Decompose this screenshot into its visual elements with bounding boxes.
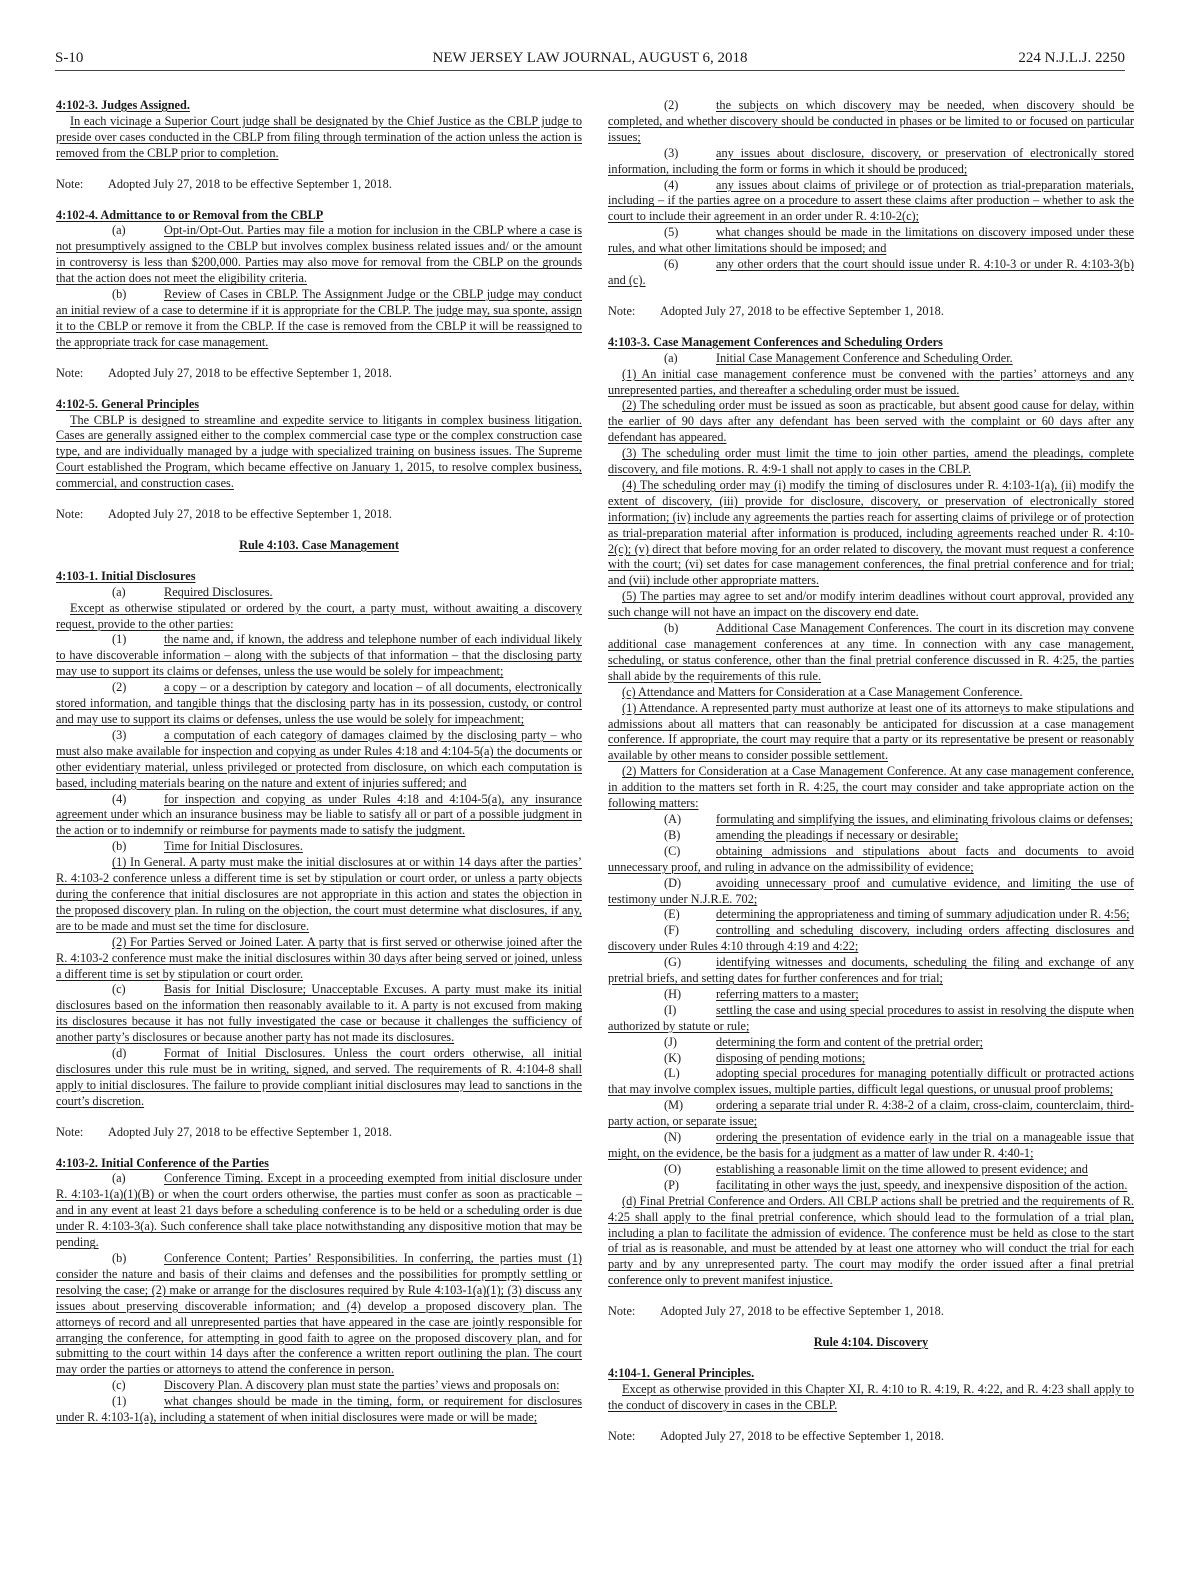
note (56, 1125, 582, 1141)
paragraph: (2) The scheduling order must be issued as soon as practicable, but absent good cause for delay, within the earlier of 90 days after any defendant has been served with the complaint or 60 days after any defendant has appeared. (608, 398, 1134, 445)
item-marker: (A) (664, 811, 682, 826)
right-column (608, 98, 1134, 1445)
item-marker: (O) (664, 1161, 682, 1176)
paragraph: (1) In General. A party must make the initial disclosures at or within 14 days after the parties’ R. 4:103-2 conference unless a different time is set by stipulation or court order, or unless a party objects during the conference that initial disclosures are not appropriate in this action and states the objection in the proposed discovery plan. In ruling on the objection, the court must determine what disclosures, if any, are to be made and must set the time for disclosure. (56, 855, 582, 933)
item-marker: (3) (112, 727, 127, 742)
paragraph: (1) Attendance. A represented party must authorize at least one of its attorneys to make stipulations and admissions about all matters that can reasonably be anticipated for discussion at a case management conference. If appropriate, the court may require that a party or its representative be present or reasonably available by other means to consider possible settlement. (608, 700, 1134, 763)
item-text: identifying witnesses and documents, scheduling the filing and exchange of any pretrial briefs, and setting dates for further conferences and for trial; (608, 955, 1134, 986)
paragraph (56, 1394, 582, 1426)
item-text: any other orders that the court should issue under R. 4:10-3 or under R. 4:103-3(b) and (c). (608, 257, 1134, 287)
item-marker: (4) (664, 177, 679, 192)
paragraph (56, 728, 582, 792)
item-text: what changes should be made in the timing, form, or requirement for disclosures under R. 4:103-1(a), including a statement of when initial disclosures were made or will be made; (56, 1394, 582, 1425)
item-marker: (b) (664, 621, 679, 636)
paragraph: (5) The parties may agree to set and/or modify interim deadlines without court approval, provided any such change will not have an impact on the discovery end date. (608, 589, 1134, 620)
paragraph (608, 351, 1134, 367)
paragraph: (2) For Parties Served or Joined Later. A party that is first served or otherwise joined after the R. 4:103-2 conference must make the initial disclosures within 30 days after being served or joined, unless a different time is set by stipulation or court order. (56, 934, 582, 981)
item-marker: (a) (112, 1171, 126, 1186)
note (608, 1429, 1134, 1445)
note (608, 1304, 1134, 1320)
item-marker: (I) (664, 1002, 677, 1017)
item-marker: (5) (664, 225, 679, 240)
matter-item (608, 1035, 1134, 1051)
item-marker: (2) (112, 680, 127, 695)
item-marker: (P) (664, 1177, 680, 1192)
item-text: controlling and scheduling discovery, including orders affecting disclosures and discovery under Rules 4:10 through 4:19 and 4:22; (608, 923, 1134, 954)
item-marker: (M) (664, 1098, 684, 1113)
item-marker: (D) (664, 875, 682, 890)
item-marker: (F) (664, 923, 680, 938)
matter-item (608, 987, 1134, 1003)
item-text: Conference Content; Parties’ Responsibilities. In conferring, the parties must (1) consider the nature and basis of their claims and defenses and the possibilities for promptly settling or resolving the case; (2) make or arrange for the disclosures required by Rule 4:103-1(a)(1); (3) discuss any issues about preserving discoverable information; and (4) develop a proposed discovery plan. The attorneys of record and all unrepresented parties that have appeared in the case are jointly responsible for arranging the conference, for attempting in good faith to agree on the proposed discovery plan, and for submitting to the court within 14 days after the conference a written report outlining the plan. The court may order the parties or attorneys to attend the conference in person. (56, 1251, 582, 1377)
note (56, 507, 582, 523)
item-text: determining the form and content of the pretrial order; (716, 1034, 984, 1049)
section-heading: 4:103-1. Initial Disclosures (56, 568, 196, 583)
paragraph: Except as otherwise provided in this Chapter XI, R. 4:10 to R. 4:19, R. 4:22, and R. 4:23 shall apply to the conduct of discovery in cases in the CBLP. (608, 1381, 1134, 1412)
item-marker: (b) (112, 287, 127, 302)
item-text: any issues about claims of privilege or of protection as trial-preparation materials, including – if the parties agree on a procedure to assert these claims after production – whether to ask the court to include their agreement in an order under R. 4:10-2(c); (608, 177, 1134, 224)
section-heading: 4:102-3. Judges Assigned. (56, 98, 190, 112)
item-text: what changes should be made in the limitations on discovery imposed under these rules, and what other limitations should be imposed; and (608, 225, 1134, 256)
matter-item (608, 1003, 1134, 1035)
item-marker: (6) (664, 257, 679, 272)
paragraph (56, 287, 582, 351)
item-marker: (G) (664, 955, 682, 970)
item-text: adopting special procedures for managing potentially difficult or protracted actions that may involve complex issues, multiple parties, difficult legal questions, or unusual proof problems; (608, 1066, 1134, 1097)
item-marker: (1) (112, 1394, 127, 1409)
paragraph (56, 792, 582, 840)
note (56, 366, 582, 382)
note-label: Note: (608, 1428, 636, 1443)
item-text: Review of Cases in CBLP. The Assignment Judge or the CBLP judge may conduct an initial review of a case to determine if it is appropriate for the CBLP. The judge may, sua sponte, assign it to the CBLP or remove it from the CBLP. If the case is removed from the CBLP it will be reassigned to the appropriate track for case management. (56, 287, 582, 349)
item-text: Format of Initial Disclosures. Unless the court orders otherwise, all initial disclosures under this rule must be in writing, signed, and served. The requirements of R. 4:104-8 shall apply to initial disclosures. The failure to provide compliant initial disclosures may lead to sanctions in the court’s discretion. (56, 1046, 582, 1108)
matter-item (608, 1066, 1134, 1098)
item-marker: (K) (664, 1050, 682, 1065)
rule-heading: Rule 4:104. Discovery (813, 1335, 929, 1350)
note-text: Adopted July 27, 2018 to be effective September 1, 2018. (660, 1428, 944, 1443)
item-marker: (3) (664, 145, 679, 160)
note (56, 177, 582, 193)
item-marker: (E) (664, 907, 680, 922)
paragraph (608, 225, 1134, 257)
note-text: Adopted July 27, 2018 to be effective September 1, 2018. (108, 176, 392, 191)
item-text: Opt-in/Opt-Out. Parties may file a motion for inclusion in the CBLP where a case is not presumptively assigned to the CBLP but involves complex business related issues and/ or the amount in controversy is less than $200,000. Parties may also move for removal from the CBLP on the grounds that the action does not meet the eligibility criteria. (56, 223, 582, 286)
item-text: Additional Case Management Conferences. The court in its discretion may convene additional case management conferences at any time. In connection with any case management, scheduling, or status conference, other than the final pretrial conference discussed in R. 4:25, the parties shall abide by the requirements of this rule. (608, 621, 1134, 683)
item-marker: (b) (112, 839, 127, 854)
item-marker: (2) (664, 98, 679, 112)
item-text: the subjects on which discovery may be needed, when discovery should be completed, and whether discovery should be conducted in phases or be limited to or focused on particular issues; (608, 98, 1134, 144)
paragraph (608, 178, 1134, 226)
item-text: disposing of pending motions; (716, 1050, 866, 1065)
item-text: Discovery Plan. A discovery plan must state the parties’ views and proposals on: (164, 1378, 560, 1393)
item-text: for inspection and copying as under Rules 4:18 and 4:104-5(a), any insurance agreement under which an insurance business may be liable to satisfy all or part of a possible judgment in the action or to indemnify or reimburse for payments made to satisfy the judgment. (56, 791, 582, 838)
matter-item (608, 876, 1134, 908)
item-text: Basis for Initial Disclosure; Unacceptable Excuses. A party must make its initial disclosures based on the information then reasonably available to it. A party is not excused from making its disclosures because it has not fully investigated the case or because it challenges the sufficiency of another party’s disclosures or because another party has not made its disclosures. (56, 982, 582, 1045)
item-text: Initial Case Management Conference and Scheduling Order. (716, 350, 1013, 365)
item-marker: (4) (112, 791, 127, 806)
paragraph: (3) The scheduling order must limit the time to join other parties, amend the pleadings, complete discovery, and file motions. R. 4:9-1 shall not apply to cases in the CBLP. (608, 446, 1134, 477)
section-heading: 4:102-5. General Principles (56, 396, 200, 411)
matter-item (608, 1051, 1134, 1067)
note-label: Note: (608, 303, 636, 318)
item-text: facilitating in other ways the just, speedy, and inexpensive disposition of the action. (716, 1177, 1128, 1192)
journal-citation: 224 N.J.L.J. 2250 (1018, 50, 1125, 66)
paragraph (56, 680, 582, 728)
matters-list (608, 812, 1134, 1194)
note-text: Adopted July 27, 2018 to be effective September 1, 2018. (108, 507, 392, 522)
paragraph: (1) An initial case management conference must be convened with the parties’ attorneys and any unrepresented parties, and thereafter a scheduling order must be issued. (608, 366, 1134, 397)
item-marker: (H) (664, 986, 682, 1001)
paragraph: (2) Matters for Consideration at a Case Management Conference. At any case management conference, in addition to the matters set forth in R. 4:25, the court may consider and take appropriate action on the following matters: (608, 764, 1134, 811)
item-text: referring matters to a master; (716, 986, 859, 1001)
matter-item (608, 1130, 1134, 1162)
matter-item (608, 923, 1134, 955)
item-text: amending the pleadings if necessary or desirable; (716, 827, 959, 842)
paragraph (608, 98, 1134, 146)
note-text: Adopted July 27, 2018 to be effective September 1, 2018. (660, 1304, 944, 1319)
note-label: Note: (56, 507, 84, 522)
item-text: avoiding unnecessary proof and cumulative evidence, and limiting the use of testimony under N.J.R.E. 702; (608, 875, 1134, 906)
note-label: Note: (56, 365, 84, 380)
paragraph (56, 223, 582, 287)
paragraph: (4) The scheduling order may (i) modify the timing of disclosures under R. 4:103-1(a), (ii) modify the extent of discovery, (iii) provide for disclosure, discovery, or preservation of electronically stored information; (iv) include any agreements the parties reach for asserting claims of privilege or of protection as trial-preparation material after information is produced, including agreements reached under R. 4:10-2(c); (v) direct that before moving for an order related to discovery, the movant must request a conference with the court; (vi) set dates for case management conferences, the final pretrial conference and for trial; and (vii) include other appropriate matters. (608, 477, 1134, 588)
section-heading: 4:104-1. General Principles. (608, 1365, 755, 1380)
item-marker: (c) (112, 1378, 126, 1393)
rule-heading: Rule 4:103. Case Management (239, 537, 399, 552)
item-marker: (c) (112, 982, 126, 997)
item-text: establishing a reasonable limit on the time allowed to present evidence; and (716, 1161, 1088, 1176)
paragraph (56, 1046, 582, 1110)
paragraph (56, 585, 582, 601)
item-marker: (C) (664, 843, 681, 858)
item-text: obtaining admissions and stipulations about facts and documents to avoid unnecessary proof, and ruling in advance on the admissibility of evidence; (608, 843, 1134, 874)
item-text: Required Disclosures. (164, 584, 273, 599)
item-marker: (N) (664, 1130, 682, 1145)
matter-item (608, 907, 1134, 923)
matter-item (608, 1162, 1134, 1178)
item-marker: (B) (664, 827, 681, 842)
page-number: S-10 (55, 50, 84, 66)
item-text: a computation of each category of damages claimed by the disclosing party – who must also make available for inspection and copying as under Rules 4:18 and 4:104-5(a) the documents or other evidentiary material, unless privileged or protected from disclosure, on which each computation is based, including materials bearing on the nature and extent of injuries suffered; and (56, 727, 582, 790)
page-header (55, 50, 1125, 71)
paragraph: (c) Attendance and Matters for Consideration at a Case Management Conference. (622, 684, 1023, 699)
item-text: any issues about disclosure, discovery, or preservation of electronically stored information, including the form or forms in which it should be produced; (608, 145, 1134, 176)
item-marker: (L) (664, 1066, 680, 1081)
paragraph (56, 982, 582, 1046)
item-marker: (a) (112, 223, 126, 238)
item-text: ordering the presentation of evidence early in the trial on a manageable issue that might, on the evidence, be the basis for a judgment as a matter of law under R. 4:40-1; (608, 1130, 1134, 1160)
matter-item (608, 812, 1134, 828)
item-marker: (1) (112, 632, 127, 647)
item-text: determining the appropriateness and timing of summary adjudication under R. 4:56; (716, 907, 1130, 922)
paragraph (608, 257, 1134, 289)
note (608, 304, 1134, 320)
paragraph (56, 1378, 582, 1394)
note-label: Note: (608, 1304, 636, 1319)
section-heading: 4:102-4. Admittance to or Removal from the CBLP (56, 207, 324, 222)
paragraph: In each vicinage a Superior Court judge shall be designated by the Chief Justice as the CBLP judge to preside over cases conducted in the CBLP from filing through termination of the action unless the action is removed from the CBLP prior to completion. (56, 113, 582, 160)
note-text: Adopted July 27, 2018 to be effective September 1, 2018. (660, 303, 944, 318)
matter-item (608, 1178, 1134, 1194)
matter-item (608, 844, 1134, 876)
journal-title: NEW JERSEY LAW JOURNAL, AUGUST 6, 2018 (432, 50, 748, 66)
item-text: ordering a separate trial under R. 4:38-2 of a claim, cross-claim, counterclaim, third-party action, or separate issue; (608, 1098, 1134, 1129)
matter-item (608, 955, 1134, 987)
item-marker: (d) (112, 1046, 127, 1061)
paragraph: Except as otherwise stipulated or ordered by the court, a party must, without awaiting a discovery request, provide to the other parties: (56, 600, 582, 631)
paragraph (56, 839, 582, 855)
section-heading: 4:103-3. Case Management Conferences and Scheduling Orders (608, 334, 943, 349)
paragraph (56, 1171, 582, 1251)
paragraph (608, 621, 1134, 685)
item-marker: (J) (664, 1034, 677, 1049)
matter-item (608, 1098, 1134, 1130)
paragraph (608, 146, 1134, 178)
item-text: the name and, if known, the address and telephone number of each individual likely to have discoverable information – along with the subjects of that information – that the disclosing party may use to support its claims or defenses, unless the use would be solely for impeachment; (56, 632, 582, 679)
paragraph: The CBLP is designed to streamline and expedite service to litigants in complex business litigation. Cases are generally assigned either to the complex commercial case type or the complex construction case type, and are individually managed by a judge with specialized training on business issues. The Supreme Court established the Program, which became effective on January 1, 2015, to resolve complex business, commercial, and construction cases. (56, 412, 582, 491)
note-label: Note: (56, 176, 84, 191)
note-text: Adopted July 27, 2018 to be effective September 1, 2018. (108, 1124, 392, 1139)
item-marker: (a) (664, 350, 678, 365)
item-text: a copy – or a description by category and location – of all documents, electronically stored information, and tangible things that the disclosing party has in its possession, custody, or control and may use to support its claims or defenses, unless the use would be solely for impeachment; (56, 680, 582, 726)
item-text: formulating and simplifying the issues, and eliminating frivolous claims or defenses; (716, 811, 1133, 826)
left-column (56, 98, 582, 1426)
matter-item (608, 828, 1134, 844)
item-text: Conference Timing. Except in a proceeding exempted from initial disclosure under R. 4:103-1(a)(1)(B) or when the court orders otherwise, the parties must confer as soon as practicable – and in any event at least 21 days before a scheduling conference is to be held or a scheduling order is due under R. 4:103-3(a). Such conference shall take place notwithstanding any dispositive motion that may be pending. (56, 1171, 582, 1250)
note-label: Note: (56, 1124, 84, 1139)
item-marker: (a) (112, 584, 126, 599)
item-text: Time for Initial Disclosures. (164, 839, 303, 854)
paragraph: (d) Final Pretrial Conference and Orders. All CBLP actions shall be pretried and the requirements of R. 4:25 shall apply to the final pretrial conference, which should lead to the formulation of a trial plan, including a plan to facilitate the admission of evidence. The conference must be held as close to the start of trial as is reasonable, and must be attended by at least one attorney who will conduct the trial for each party and by any unrepresented party. The court may modify the order issued after a final pretrial conference only to prevent manifest injustice. (608, 1193, 1134, 1288)
item-text: settling the case and using special procedures to assist in resolving the dispute when authorized by statute or rule; (608, 1002, 1134, 1033)
section-heading: 4:103-2. Initial Conference of the Parties (56, 1155, 269, 1170)
paragraph (56, 1251, 582, 1378)
item-marker: (b) (112, 1251, 127, 1265)
paragraph (56, 632, 582, 680)
note-text: Adopted July 27, 2018 to be effective September 1, 2018. (108, 365, 392, 380)
